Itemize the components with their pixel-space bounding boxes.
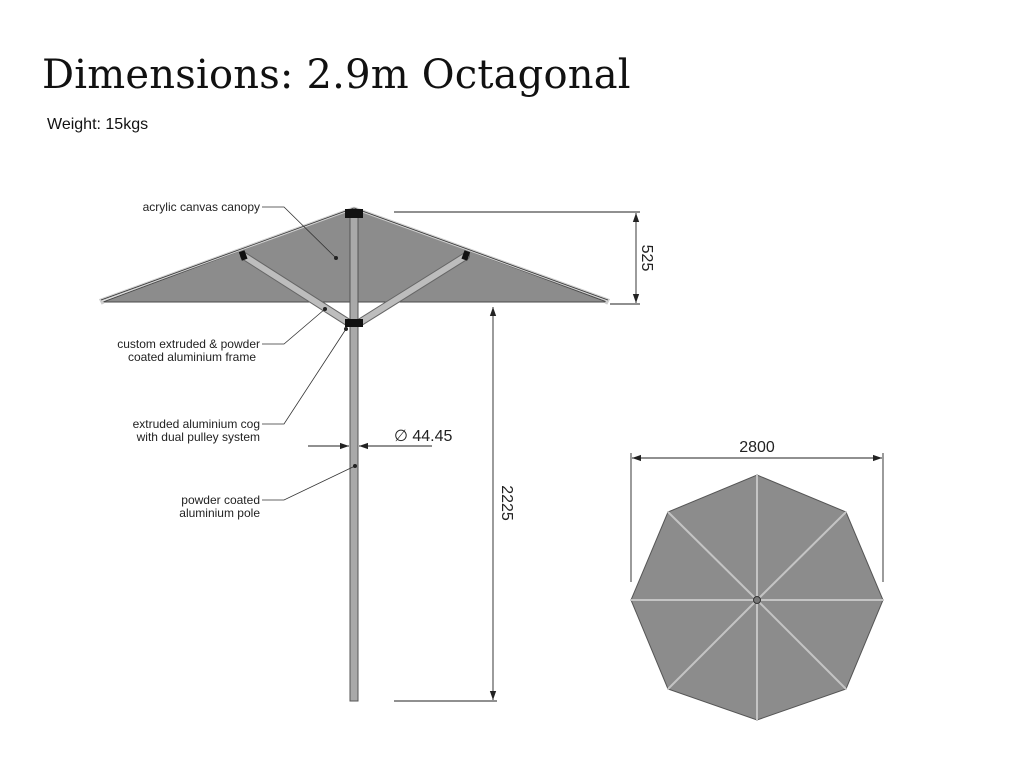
cog-block	[345, 319, 363, 327]
dim-pole-height-value: 2225	[498, 485, 515, 521]
pole	[350, 214, 358, 701]
dim-pole-diameter	[308, 428, 453, 446]
dim-pole-diameter-value: ∅ 44.45	[394, 428, 453, 445]
dim-canopy-width-value: 2800	[739, 439, 775, 456]
label-frame-line2: coated aluminium frame	[127, 350, 256, 364]
label-canopy: acrylic canvas canopy	[142, 200, 260, 214]
label-cog-line1: extruded aluminium cog	[132, 417, 260, 431]
plan-hub	[754, 597, 761, 604]
label-cog-line2: with dual pulley system	[136, 430, 260, 444]
dim-pole-height	[394, 307, 515, 701]
label-pole-line1: powder coated	[181, 493, 260, 507]
plan-view	[631, 439, 883, 720]
label-frame-line1: custom extruded & powder	[117, 337, 260, 351]
weight-label: Weight: 15kgs	[47, 116, 149, 133]
side-elevation	[101, 200, 655, 701]
label-pole-line2: aluminium pole	[179, 506, 260, 520]
dim-canopy-height-value: 525	[638, 244, 655, 272]
page-title: Dimensions: 2.9m Octagonal	[42, 52, 631, 98]
top-hub	[345, 209, 363, 218]
